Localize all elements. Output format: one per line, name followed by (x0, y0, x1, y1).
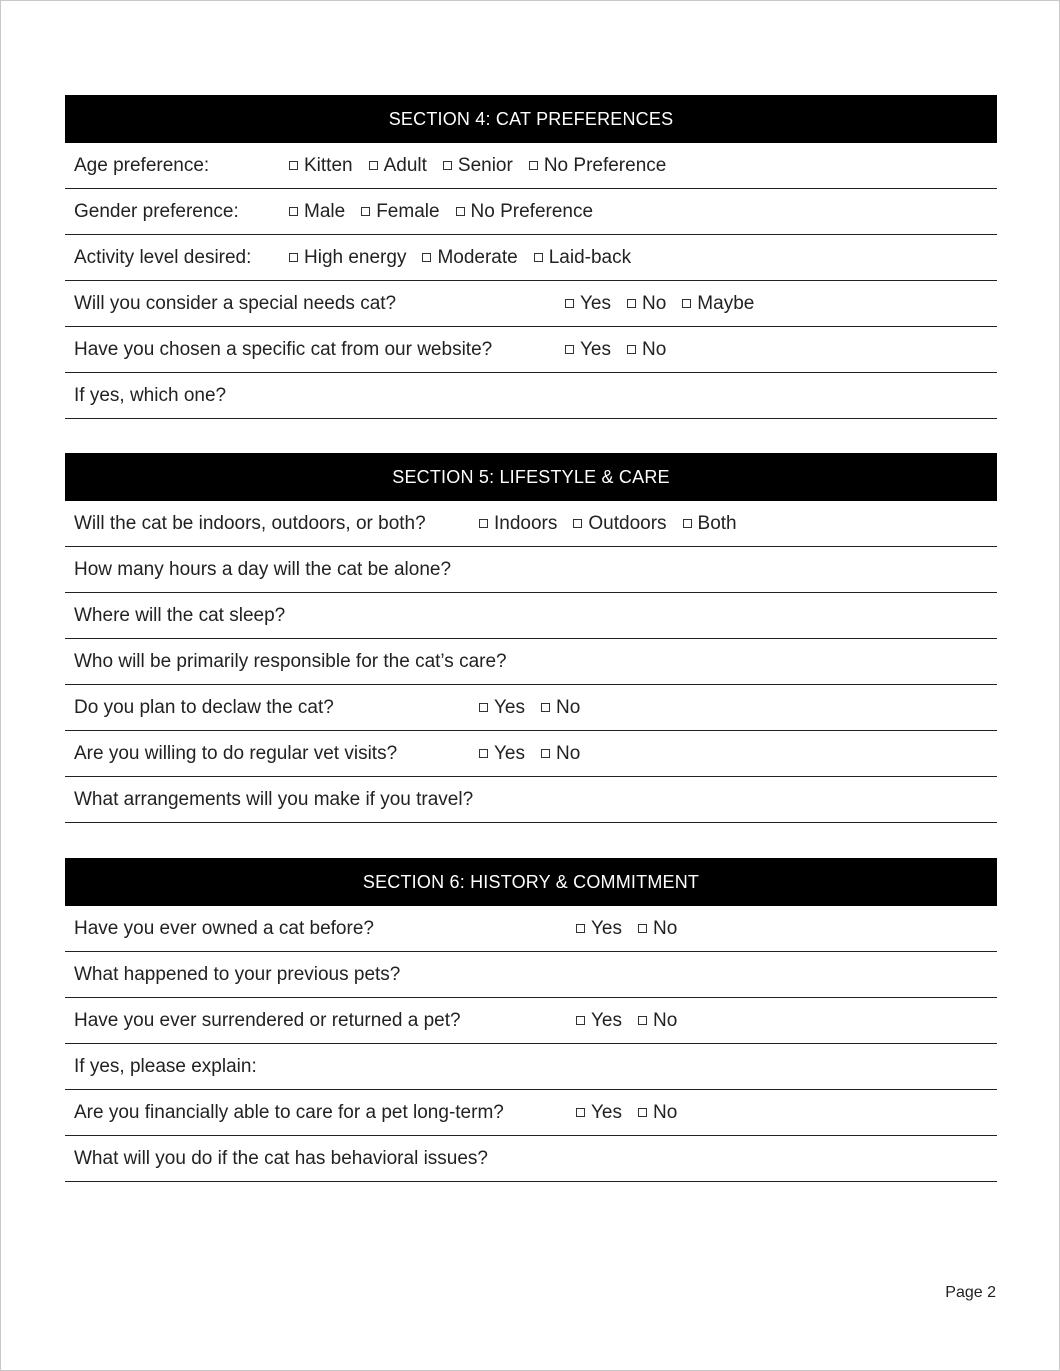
row-label: Have you ever surrendered or returned a pet? (74, 1009, 461, 1031)
option-group (576, 906, 693, 951)
checkbox-icon[interactable] (576, 1108, 585, 1117)
checkbox-icon[interactable] (565, 345, 574, 354)
checkbox-icon[interactable] (479, 749, 488, 758)
checkbox-option[interactable]: No (627, 339, 666, 361)
checkbox-option[interactable]: Yes (576, 1010, 622, 1032)
row-label: Where will the cat sleep? (74, 604, 286, 626)
form-row (65, 281, 997, 327)
form-row-text-answer[interactable] (65, 777, 997, 823)
checkbox-icon[interactable] (638, 924, 647, 933)
form-row (65, 1090, 997, 1136)
checkbox-option[interactable]: Male (289, 201, 345, 223)
checkbox-option[interactable]: Kitten (289, 155, 353, 177)
checkbox-icon[interactable] (573, 519, 582, 528)
option-group (479, 685, 596, 730)
section-header: SECTION 5: LIFESTYLE & CARE (65, 453, 997, 501)
checkbox-icon[interactable] (361, 207, 370, 216)
checkbox-option[interactable]: No (638, 1010, 677, 1032)
row-label: What happened to your previous pets? (74, 963, 401, 985)
checkbox-option[interactable]: No (638, 1102, 677, 1124)
checkbox-icon[interactable] (627, 345, 636, 354)
checkbox-option[interactable]: Adult (369, 155, 427, 177)
option-group (565, 327, 682, 372)
checkbox-icon[interactable] (289, 253, 298, 262)
checkbox-icon[interactable] (289, 207, 298, 216)
checkbox-icon[interactable] (683, 519, 692, 528)
row-label: If yes, which one? (74, 384, 227, 406)
row-label: Gender preference: (74, 200, 239, 222)
form-row (65, 998, 997, 1044)
checkbox-icon[interactable] (541, 749, 550, 758)
option-group (565, 281, 770, 326)
checkbox-icon[interactable] (289, 161, 298, 170)
checkbox-option[interactable]: Outdoors (573, 513, 666, 535)
page-number: Page 2 (945, 1284, 996, 1301)
checkbox-option[interactable]: Indoors (479, 513, 557, 535)
checkbox-icon[interactable] (627, 299, 636, 308)
option-group (576, 998, 693, 1043)
checkbox-icon[interactable] (682, 299, 691, 308)
row-label: What will you do if the cat has behavioral issues? (74, 1147, 488, 1169)
checkbox-option[interactable]: No (541, 697, 580, 719)
checkbox-option[interactable]: Moderate (422, 247, 517, 269)
checkbox-option[interactable]: Yes (479, 743, 525, 765)
checkbox-option[interactable]: No Preference (529, 155, 667, 177)
checkbox-option[interactable]: Both (683, 513, 737, 535)
checkbox-icon[interactable] (479, 519, 488, 528)
checkbox-option[interactable]: No (638, 918, 677, 940)
form-row-text-answer[interactable] (65, 1136, 997, 1182)
checkbox-option[interactable]: Yes (565, 293, 611, 315)
row-label: Will the cat be indoors, outdoors, or both? (74, 512, 426, 534)
checkbox-icon[interactable] (369, 161, 378, 170)
checkbox-option[interactable]: Yes (565, 339, 611, 361)
checkbox-option[interactable]: Laid-back (534, 247, 631, 269)
checkbox-option[interactable]: Yes (479, 697, 525, 719)
checkbox-icon[interactable] (638, 1108, 647, 1117)
checkbox-option[interactable]: Yes (576, 1102, 622, 1124)
row-label: If yes, please explain: (74, 1055, 257, 1077)
option-group (479, 501, 753, 546)
section-header: SECTION 6: HISTORY & COMMITMENT (65, 858, 997, 906)
checkbox-icon[interactable] (576, 924, 585, 933)
form-row (65, 143, 997, 189)
checkbox-icon[interactable] (576, 1016, 585, 1025)
form-row (65, 906, 997, 952)
checkbox-icon[interactable] (541, 703, 550, 712)
section-cat-preferences (65, 95, 997, 419)
checkbox-icon[interactable] (479, 703, 488, 712)
option-group (576, 1090, 693, 1135)
row-label: Have you chosen a specific cat from our website? (74, 338, 493, 360)
form-row (65, 235, 997, 281)
form-row (65, 327, 997, 373)
checkbox-option[interactable]: Maybe (682, 293, 754, 315)
row-label: Activity level desired: (74, 246, 252, 268)
checkbox-option[interactable]: Senior (443, 155, 513, 177)
form-row-text-answer[interactable] (65, 639, 997, 685)
checkbox-icon[interactable] (456, 207, 465, 216)
form-row (65, 501, 997, 547)
section-history-commitment (65, 858, 997, 1182)
checkbox-option[interactable]: No Preference (456, 201, 594, 223)
form-row-text-answer[interactable] (65, 1044, 997, 1090)
form-row (65, 685, 997, 731)
form-row (65, 731, 997, 777)
option-group (289, 235, 647, 280)
checkbox-option[interactable]: Female (361, 201, 439, 223)
row-label: Will you consider a special needs cat? (74, 292, 397, 314)
section-lifestyle-care (65, 453, 997, 823)
option-group (289, 143, 682, 188)
form-row-text-answer[interactable] (65, 593, 997, 639)
checkbox-icon[interactable] (422, 253, 431, 262)
checkbox-option[interactable]: No (627, 293, 666, 315)
option-group (479, 731, 596, 776)
row-label: Who will be primarily responsible for the cat’s care? (74, 650, 507, 672)
form-row-text-answer[interactable] (65, 952, 997, 998)
option-group (289, 189, 609, 234)
row-label: Are you financially able to care for a pet long-term? (74, 1101, 504, 1123)
form-row-text-answer[interactable] (65, 547, 997, 593)
row-label: Are you willing to do regular vet visits? (74, 742, 398, 764)
row-label: What arrangements will you make if you travel? (74, 788, 474, 810)
form-row-text-answer[interactable] (65, 373, 997, 419)
checkbox-icon[interactable] (529, 161, 538, 170)
section-header: SECTION 4: CAT PREFERENCES (65, 95, 997, 143)
row-label: How many hours a day will the cat be alone? (74, 558, 452, 580)
checkbox-icon[interactable] (534, 253, 543, 262)
checkbox-icon[interactable] (565, 299, 574, 308)
form-row (65, 189, 997, 235)
checkbox-option[interactable]: No (541, 743, 580, 765)
checkbox-option[interactable]: Yes (576, 918, 622, 940)
checkbox-option[interactable]: High energy (289, 247, 406, 269)
row-label: Age preference: (74, 154, 210, 176)
checkbox-icon[interactable] (443, 161, 452, 170)
row-label: Do you plan to declaw the cat? (74, 696, 334, 718)
row-label: Have you ever owned a cat before? (74, 917, 374, 939)
checkbox-icon[interactable] (638, 1016, 647, 1025)
